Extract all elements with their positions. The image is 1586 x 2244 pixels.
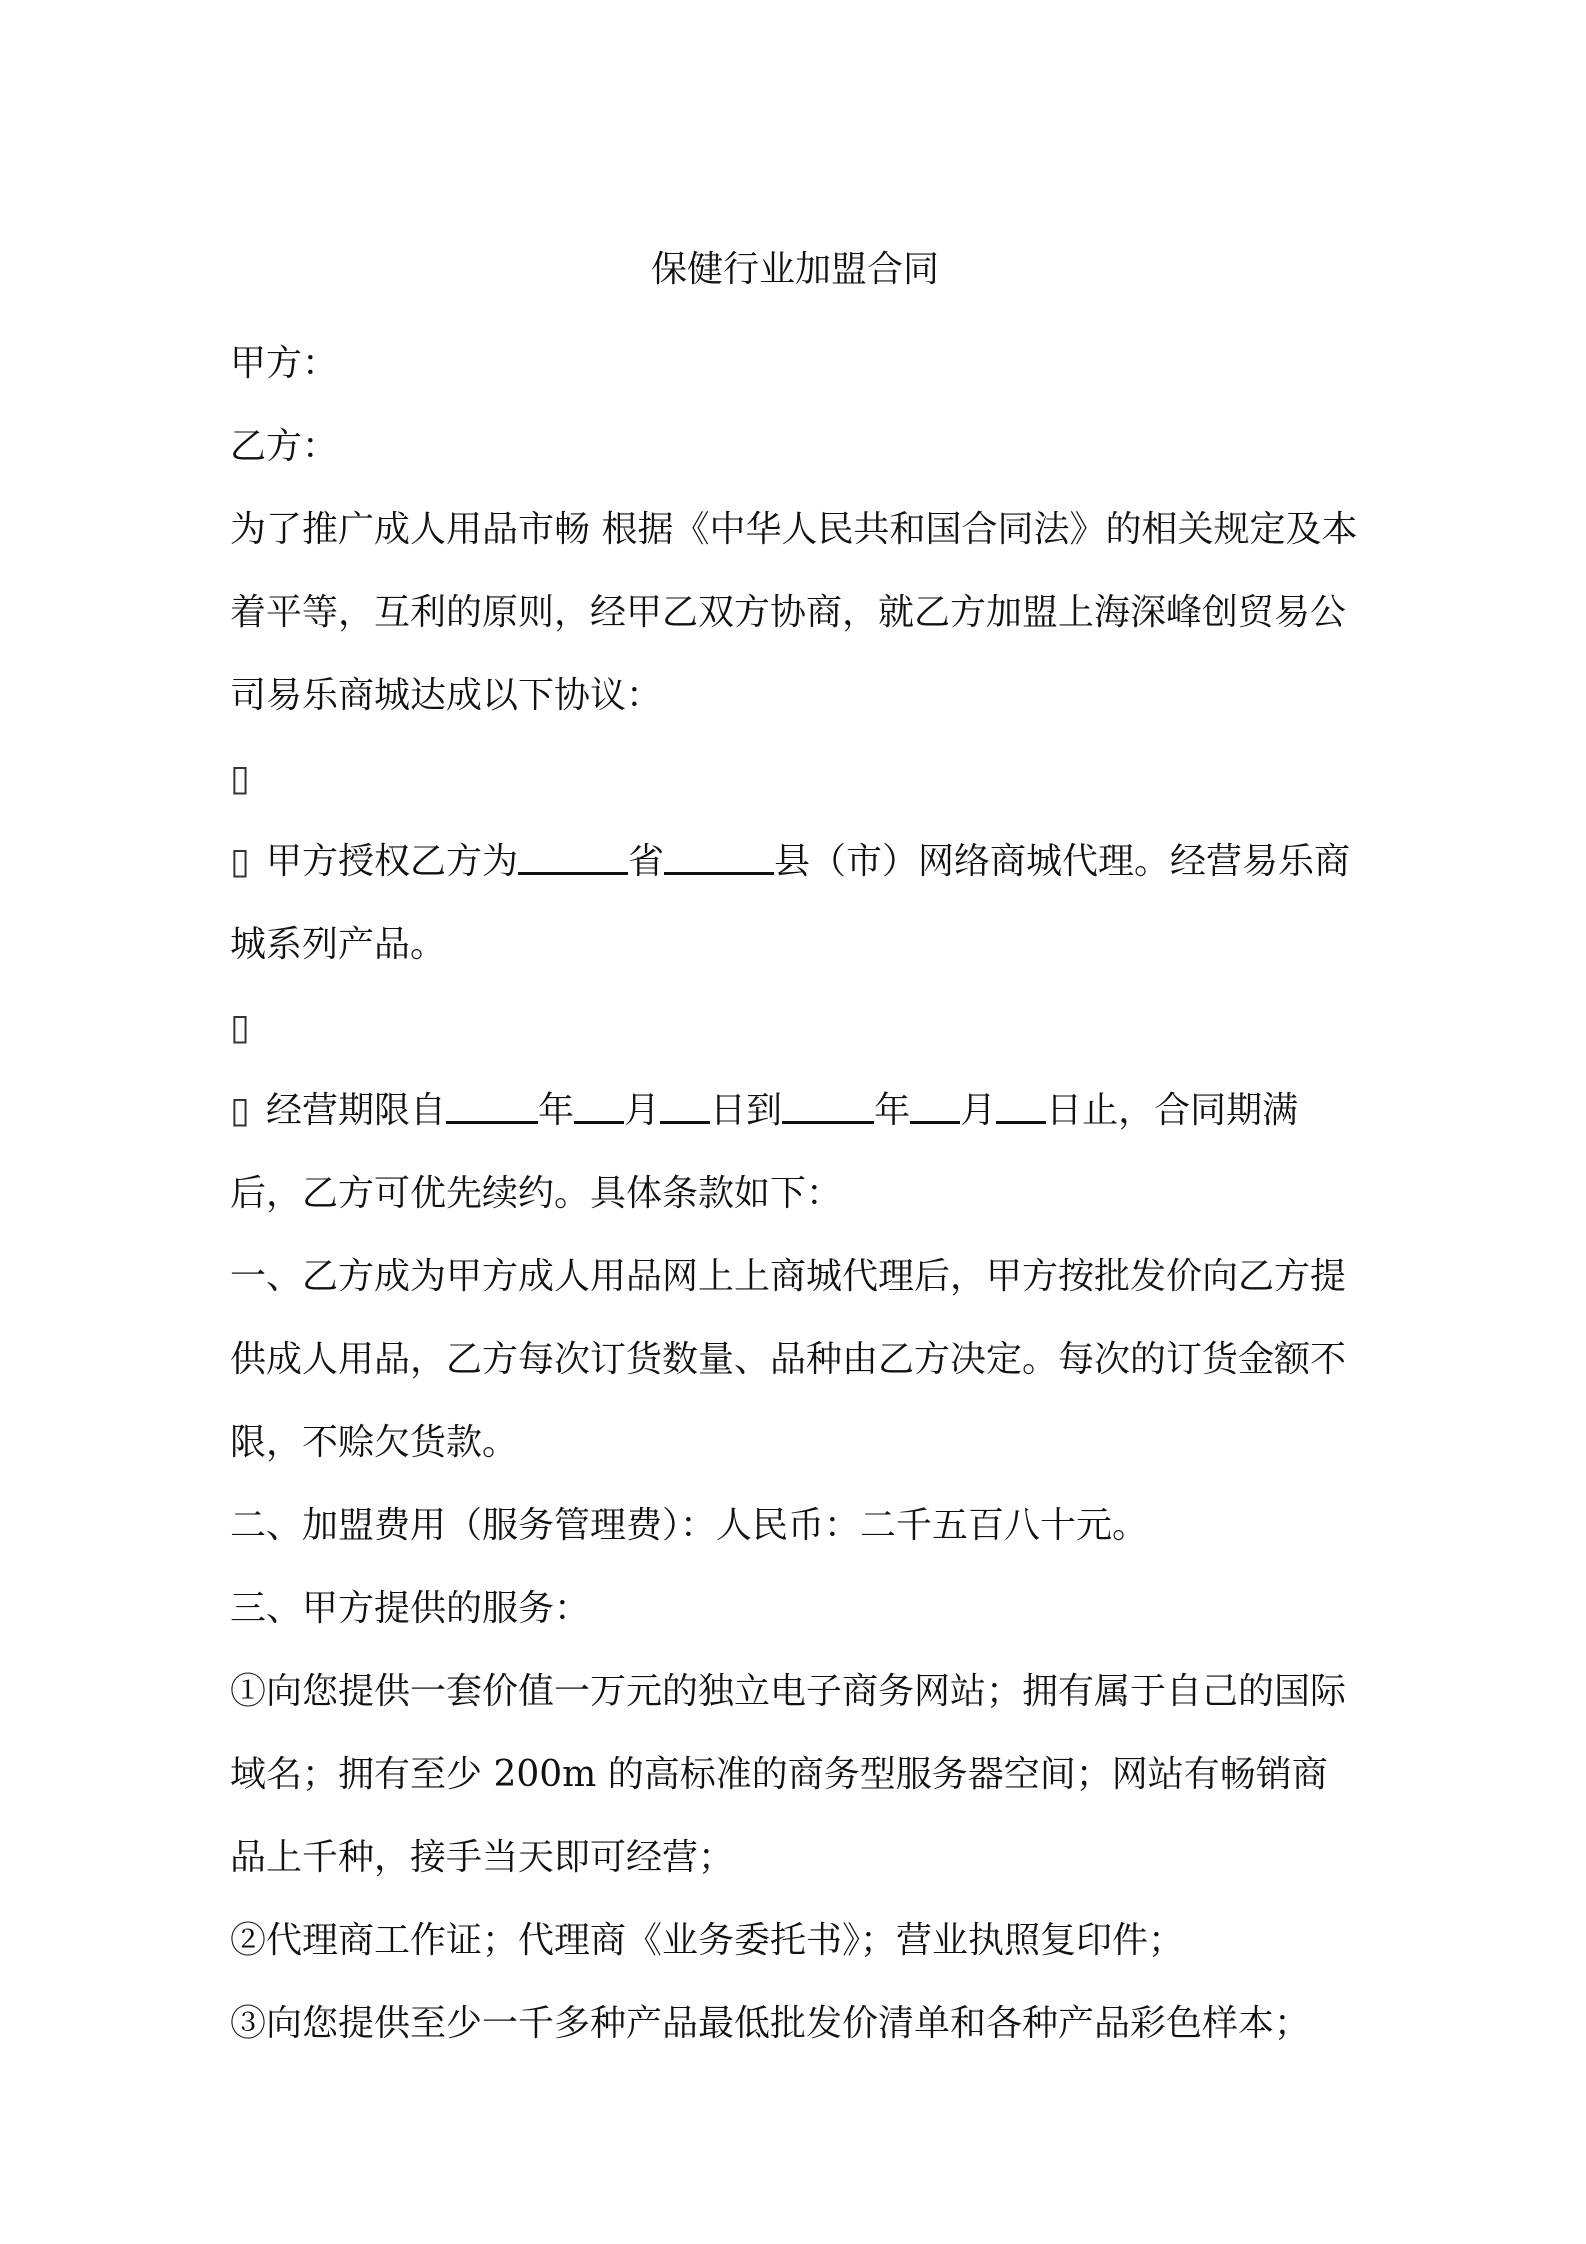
document-title: 保健行业加盟合同: [650, 249, 939, 290]
end-year-blank: [782, 1091, 874, 1124]
year-label: 年: [538, 1090, 575, 1131]
item-three: 三、甲方提供的服务：: [230, 1588, 591, 1629]
term-tail-text: 日止，合同期满后，乙方可优先续约。具体条款如下：: [230, 1090, 1299, 1214]
day-to-label: 日到: [710, 1090, 783, 1131]
end-day-blank: [996, 1091, 1046, 1124]
service-two: ②代理商工作证；代理商《业务委托书》；营业执照复印件；: [230, 1920, 1185, 1961]
end-month-blank: [910, 1091, 960, 1124]
intro-paragraph: 为了推广成人用品市畅 根据《中华人民共和国合同法》的相关规定及本着平等，互利的原则，经甲乙双方协商，就乙方加盟上海深峰创贸易公司易乐商城达成以下协议：: [230, 509, 1358, 716]
clause1-text-b: 省: [628, 841, 665, 882]
item-one: 一、乙方成为甲方成人用品网上上商城代理后，甲方按批发价向乙方提供成人用品，乙方每次订货数量、品种由乙方决定。每次的订货金额不限，不赊欠货款。: [230, 1256, 1347, 1463]
clause-authorization: [230, 737, 1360, 986]
party-a-line: 甲方：: [230, 343, 339, 384]
year-label: 年: [874, 1090, 911, 1131]
month-label: 月: [960, 1090, 997, 1131]
term-text: 经营期限自: [266, 1090, 447, 1131]
province-blank: [518, 842, 628, 875]
service-one: ①向您提供一套价值一万元的独立电子商务网站；拥有属于自己的国际域名；拥有至少 200m 的高标准的商务型服务器空间；网站有畅销商品上千种，接手当天即可经营；: [230, 1671, 1347, 1878]
start-month-blank: [574, 1091, 624, 1124]
service-three: ③向您提供至少一千多种产品最低批发价清单和各种产品彩色样本；: [230, 2003, 1311, 2044]
party-b-line: 乙方：: [230, 426, 339, 467]
document-body: [230, 240, 1360, 2065]
garbled-glyph: ▯▯: [230, 758, 250, 882]
garbled-glyph: ▯▯: [230, 1007, 250, 1131]
start-day-blank: [660, 1091, 710, 1124]
clause-term: [230, 986, 1360, 1235]
county-blank: [664, 842, 774, 875]
month-label: 月: [624, 1090, 661, 1131]
clause1-text-a: 甲方授权乙方为: [266, 841, 519, 882]
clause1-text-c: 县（市）网络商城代理。经营易乐商城系列产品。: [230, 841, 1351, 965]
start-year-blank: [446, 1091, 538, 1124]
item-two: 二、加盟费用（服务管理费）：人民币：二千五百八十元。: [230, 1505, 1149, 1546]
